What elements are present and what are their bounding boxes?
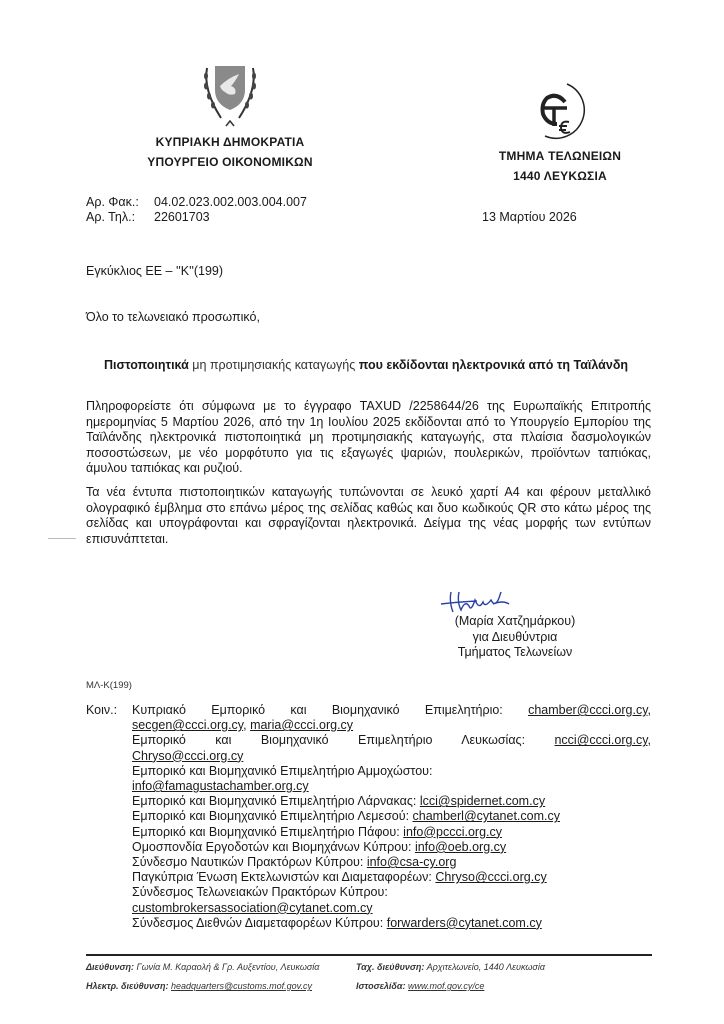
- body-paragraph-2: Τα νέα έντυπα πιστοποιητικών καταγωγής τυπώνονται σε λευκό χαρτί Α4 και φέρουν μεταλλικό ολογραφικό έμβλημα στο επάνω μέρος της σελίδας καθώς και δυο κωδικούς QR στο κάτω μέρος της σελίδας και υπογράφονται και σφραγίζονται ηλεκτρονικά. Δείγμα της νέας μορφής των εντύπων επισυνάπτεται.: [86, 485, 651, 546]
- subject-part-3: που εκδίδονται ηλεκτρονικά από τη Ταϊλάνδη: [358, 358, 629, 372]
- cc-entry-cont: [132, 779, 651, 794]
- subject-part-2: μη προτιμησιακής καταγωγής: [192, 358, 359, 372]
- phone-value: 22601703: [154, 210, 210, 224]
- signatory-department: Τμήματος Τελωνείων: [457, 645, 573, 659]
- footer-website: Ιστοσελίδα: www.mof.gov.cy/ce: [356, 981, 485, 991]
- cc-label: Κοιν.:: [86, 703, 118, 717]
- subject-heading: [96, 358, 636, 373]
- footer-email-link[interactable]: headquarters@customs.mof.gov.cy: [170, 981, 313, 991]
- email-link[interactable]: lcci@spidernet.com.cy: [419, 794, 546, 809]
- cc-entry: Παγκύπρια Ένωση Εκτελωνιστών και Διαμεταφορέων: Chryso@ccci.org.cy: [132, 870, 547, 885]
- reference-code: ΜΛ-Κ(199): [86, 680, 132, 691]
- footer-website-link[interactable]: www.mof.gov.cy/ce: [408, 981, 485, 991]
- cc-list: [86, 703, 651, 931]
- department-city: 1440 ΛΕΥΚΩΣΙΑ: [513, 169, 607, 183]
- cc-entry: Εμπορικό και Βιομηχανικό Επιμελητήριο Λάρνακας: lcci@spidernet.com.cy: [132, 794, 546, 809]
- email-link[interactable]: info@oeb.org.cy: [414, 839, 507, 854]
- cyprus-coat-of-arms-icon: [195, 60, 265, 130]
- email-link[interactable]: custombrokersassociation@cytanet.com.cy: [132, 900, 373, 915]
- body-paragraph-1: Πληροφορείστε ότι σύμφωνα με το έγγραφο TAXUD /2258644/26 της Ευρωπαϊκής Επιτροπής ημερομηνίας 5 Μαρτίου 2026, από την 1η Ιουλίου 2025 εκδίδονται από το Υπουργείο Εμπορίου της Ταϊλάνδης ηλεκτρονικά πιστοποιητικά μη προτιμησιακής καταγωγής, στα πλαίσια δασμολογικών ποσοστώσεων, με νέο μορφότυπο για τις εξαγωγές ψαριών, πουλερικών, προϊόντων ταπιόκας, άμυλου ταπιόκας και ρυζιού.: [86, 399, 651, 475]
- phone-label: Αρ. Τηλ.:: [86, 210, 136, 224]
- ministry-name: ΥΠΟΥΡΓΕΙΟ ΟΙΚΟΝΟΜΙΚΩΝ: [147, 155, 313, 169]
- handwritten-signature-icon: [437, 588, 527, 616]
- subject-part-1: Πιστοποιητικά: [103, 358, 193, 372]
- signatory-name: (Μαρία Χατζημάρκου): [454, 614, 576, 628]
- email-link[interactable]: chamber@ccci.org.cy: [528, 703, 648, 717]
- cc-entry: Εμπορικό και Βιομηχανικό Επιμελητήριο Αμμοχώστου:: [132, 763, 433, 778]
- email-link[interactable]: ncci@ccci.org.cy: [554, 733, 648, 748]
- email-link[interactable]: Chryso@ccci.org.cy: [435, 870, 547, 885]
- email-link[interactable]: Chryso@ccci.org.cy: [132, 748, 244, 763]
- cc-entry: Σύνδεσμο Ναυτικών Πρακτόρων Κύπρου: info@csa-cy.org: [132, 855, 457, 870]
- cc-entry: Σύνδεσμος Τελωνειακών Πρακτόρων Κύπρου:: [132, 885, 388, 900]
- cc-entry-cont: [132, 901, 651, 916]
- margin-mark: [48, 538, 76, 539]
- cc-entry-cont: secgen@ccci.org.cy, maria@ccci.org.cy: [132, 718, 354, 733]
- file-number-label: Αρ. Φακ.:: [86, 195, 139, 209]
- reference-block: [86, 195, 307, 225]
- footer-postal-address: Ταχ. διεύθυνση: Αρχιτελωνείο, 1440 Λευκωσία: [356, 962, 545, 972]
- header-right: [470, 80, 650, 186]
- cc-entry: Ομοσπονδία Εργοδοτών και Βιομηχάνων Κύπρου: info@oeb.org.cy: [132, 839, 507, 854]
- letter-date: 13 Μαρτίου 2026: [482, 210, 577, 224]
- file-number-value: 04.02.023.002.003.004.007: [154, 195, 307, 209]
- footer-divider: [86, 954, 652, 956]
- signatory-role: για Διευθύντρια: [472, 629, 558, 644]
- customs-department-logo-icon: [525, 80, 595, 142]
- department-name: ΤΜΗΜΑ ΤΕΛΩΝΕΙΩΝ: [498, 149, 622, 163]
- signature-block: [415, 588, 615, 661]
- cc-entry: Σύνδεσμος Διεθνών Διαμεταφορέων Κύπρου: forwarders@cytanet.com.cy: [132, 915, 542, 930]
- circular-number: Εγκύκλιος ΕΕ – ''Κ''(199): [86, 264, 224, 278]
- email-link[interactable]: info@famagustachamber.org.cy: [132, 779, 309, 794]
- header-left: [110, 60, 350, 172]
- cc-entry-cont: [132, 749, 651, 764]
- cc-entry: Εμπορικό και Βιομηχανικό Επιμελητήριο Πάφου: info@pccci.org.cy: [132, 824, 503, 839]
- cc-entry: Κυπριακό Εμπορικό και Βιομηχανικό Επιμελητήριο: chamber@ccci.org.cy,: [132, 703, 651, 717]
- email-link[interactable]: forwarders@cytanet.com.cy: [386, 915, 542, 930]
- footer-address: Διεύθυνση: Γωνία Μ. Καραολή & Γρ. Αυξεντίου, Λευκωσία: [86, 962, 320, 972]
- cc-entry: Εμπορικό και Βιομηχανικό Επιμελητήριο Λεμεσού: chamberl@cytanet.com.cy: [132, 809, 560, 824]
- email-link[interactable]: maria@ccci.org.cy: [250, 718, 354, 733]
- cc-entry: Εμπορικό και Βιομηχανικό Επιμελητήριο Λευκωσίας: ncci@ccci.org.cy,: [132, 733, 651, 748]
- greeting: Όλο το τελωνειακό προσωπικό,: [86, 310, 260, 324]
- email-link[interactable]: info@csa-cy.org: [366, 855, 457, 870]
- email-link[interactable]: secgen@ccci.org.cy: [132, 718, 244, 733]
- government-name: ΚΥΠΡΙΑΚΗ ΔΗΜΟΚΡΑΤΙΑ: [155, 135, 305, 149]
- email-link[interactable]: chamberl@cytanet.com.cy: [412, 809, 560, 824]
- footer-email: Ηλεκτρ. διεύθυνση: headquarters@customs.mof.gov.cy: [86, 981, 313, 991]
- email-link[interactable]: info@pccci.org.cy: [403, 824, 503, 839]
